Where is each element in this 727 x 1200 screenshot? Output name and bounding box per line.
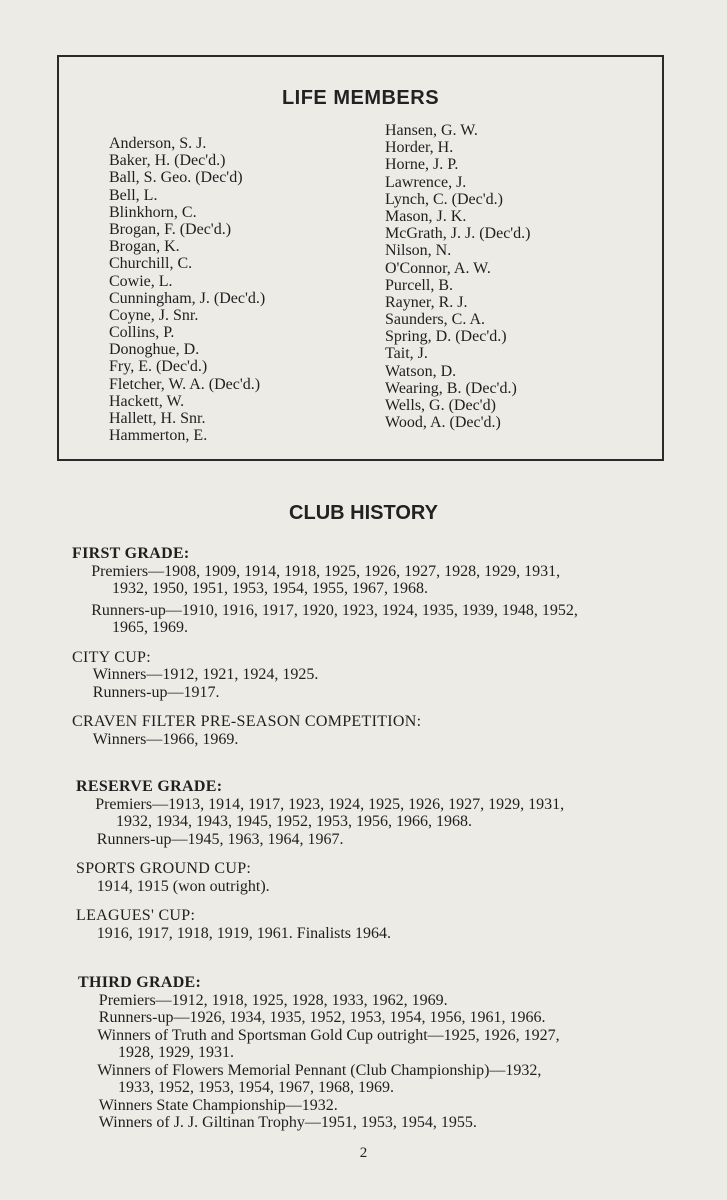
life-member-name: Cowie, L. xyxy=(109,272,173,290)
life-member-name: Saunders, C. A. xyxy=(385,311,485,329)
reserve-grade-runners-up: Runners-up—1945, 1963, 1964, 1967. xyxy=(96,830,344,848)
third-grade-heading: THIRD GRADE: xyxy=(78,974,202,991)
life-member-name: Brogan, K. xyxy=(109,238,180,256)
reserve-grade-section xyxy=(76,778,686,942)
life-member-name: Wood, A. (Dec'd.) xyxy=(385,414,501,432)
life-member-name: Anderson, S. J. xyxy=(109,135,207,152)
first-grade-section xyxy=(72,545,682,748)
life-members-title: LIFE MEMBERS xyxy=(281,87,440,109)
page-number: 2 xyxy=(359,1145,368,1161)
sports-ground-cup-text: 1914, 1915 (won outright). xyxy=(96,877,270,895)
third-grade-giltinan-trophy: Winners of J. J. Giltinan Trophy—1951, 1953, 1954, 1955. xyxy=(98,1114,477,1131)
life-member-name: Collins, P. xyxy=(109,324,175,342)
life-member-name: Rayner, R. J. xyxy=(385,293,468,311)
life-member-name: Lawrence, J. xyxy=(385,173,467,191)
leagues-cup-heading: LEAGUES' CUP: xyxy=(76,907,196,924)
life-member-name: O'Connor, A. W. xyxy=(385,259,491,277)
life-member-name: Bell, L. xyxy=(109,186,158,204)
life-member-name: Horne, J. P. xyxy=(385,156,459,174)
life-member-name: Lynch, C. (Dec'd.) xyxy=(385,190,503,208)
life-members-right-column xyxy=(385,122,531,431)
city-cup-winners: Winners—1912, 1921, 1924, 1925. xyxy=(92,666,319,683)
life-member-name: Tait, J. xyxy=(385,345,428,363)
first-grade-heading: FIRST GRADE: xyxy=(72,545,190,562)
life-member-name: Mason, J. K. xyxy=(385,207,467,225)
life-member-name: Purcell, B. xyxy=(385,276,453,294)
life-member-name: Baker, H. (Dec'd.) xyxy=(109,152,226,170)
third-grade-premiers: Premiers—1912, 1918, 1925, 1928, 1933, 1962, 1969. xyxy=(98,991,448,1009)
life-member-name: Hammerton, E. xyxy=(109,427,208,445)
life-member-name: Horder, H. xyxy=(385,139,454,157)
third-grade-section xyxy=(78,974,688,1132)
life-member-name: Hackett, W. xyxy=(109,392,185,410)
life-members-box xyxy=(57,55,664,461)
craven-filter-winners: Winners—1966, 1969. xyxy=(92,730,239,748)
reserve-grade-premiers: Premiers—1913, 1914, 1917, 1923, 1924, 1925, 1926, 1927, 1929, 1931, 1932, 1934, 1943, 1945, 1952, 1953, 1956, 1966, 1968. xyxy=(95,795,565,830)
city-cup-heading: CITY CUP: xyxy=(72,648,152,666)
life-member-name: Wearing, B. (Dec'd.) xyxy=(385,379,517,397)
first-grade-premiers: Premiers—1908, 1909, 1914, 1918, 1925, 1926, 1927, 1928, 1929, 1931, 1932, 1950, 1951, 1953, 1954, 1955, 1967, 1968. xyxy=(91,562,561,597)
life-members-left-column xyxy=(109,135,265,444)
leagues-cup-text: 1916, 1917, 1918, 1919, 1961. Finalists 1964. xyxy=(96,924,392,942)
reserve-grade-heading: RESERVE GRADE: xyxy=(76,778,223,795)
life-member-name: Cunningham, J. (Dec'd.) xyxy=(109,289,266,307)
first-grade-runners-up: Runners-up—1910, 1916, 1917, 1920, 1923, 1924, 1935, 1939, 1948, 1952, 1965, 1969. xyxy=(91,601,578,636)
life-member-name: Wells, G. (Dec'd) xyxy=(385,397,496,414)
life-member-name: Nilson, N. xyxy=(385,242,452,260)
third-grade-state-championship: Winners State Championship—1932. xyxy=(98,1096,338,1114)
life-member-name: Ball, S. Geo. (Dec'd) xyxy=(109,169,243,187)
third-grade-runners-up: Runners-up—1926, 1934, 1935, 1952, 1953, 1954, 1956, 1961, 1966. xyxy=(98,1009,546,1026)
life-member-name: Hansen, G. W. xyxy=(385,122,478,139)
craven-filter-heading: CRAVEN FILTER PRE-SEASON COMPETITION: xyxy=(72,713,422,730)
life-member-name: Watson, D. xyxy=(385,362,457,380)
city-cup-runners-up: Runners-up—1917. xyxy=(92,683,220,701)
life-member-name: Fry, E. (Dec'd.) xyxy=(109,358,208,376)
life-member-name: Brogan, F. (Dec'd.) xyxy=(109,220,232,238)
life-member-name: Spring, D. (Dec'd.) xyxy=(385,328,507,346)
life-member-name: Churchill, C. xyxy=(109,255,193,273)
life-member-name: Fletcher, W. A. (Dec'd.) xyxy=(109,375,261,393)
life-member-name: Donoghue, D. xyxy=(109,341,200,359)
club-history-title: CLUB HISTORY xyxy=(289,502,438,524)
life-member-name: Hallett, H. Snr. xyxy=(109,410,206,427)
third-grade-flowers-pennant: Winners of Flowers Memorial Pennant (Club Championship)—1932, 1933, 1952, 1953, 1954, 1967, 1968, 1969. xyxy=(97,1061,542,1096)
third-grade-truth-cup: Winners of Truth and Sportsman Gold Cup outright—1925, 1926, 1927, 1928, 1929, 1931. xyxy=(97,1026,560,1061)
life-member-name: McGrath, J. J. (Dec'd.) xyxy=(385,225,531,243)
sports-ground-cup-heading: SPORTS GROUND CUP: xyxy=(76,860,252,877)
life-member-name: Coyne, J. Snr. xyxy=(109,306,199,324)
life-member-name: Blinkhorn, C. xyxy=(109,203,197,221)
